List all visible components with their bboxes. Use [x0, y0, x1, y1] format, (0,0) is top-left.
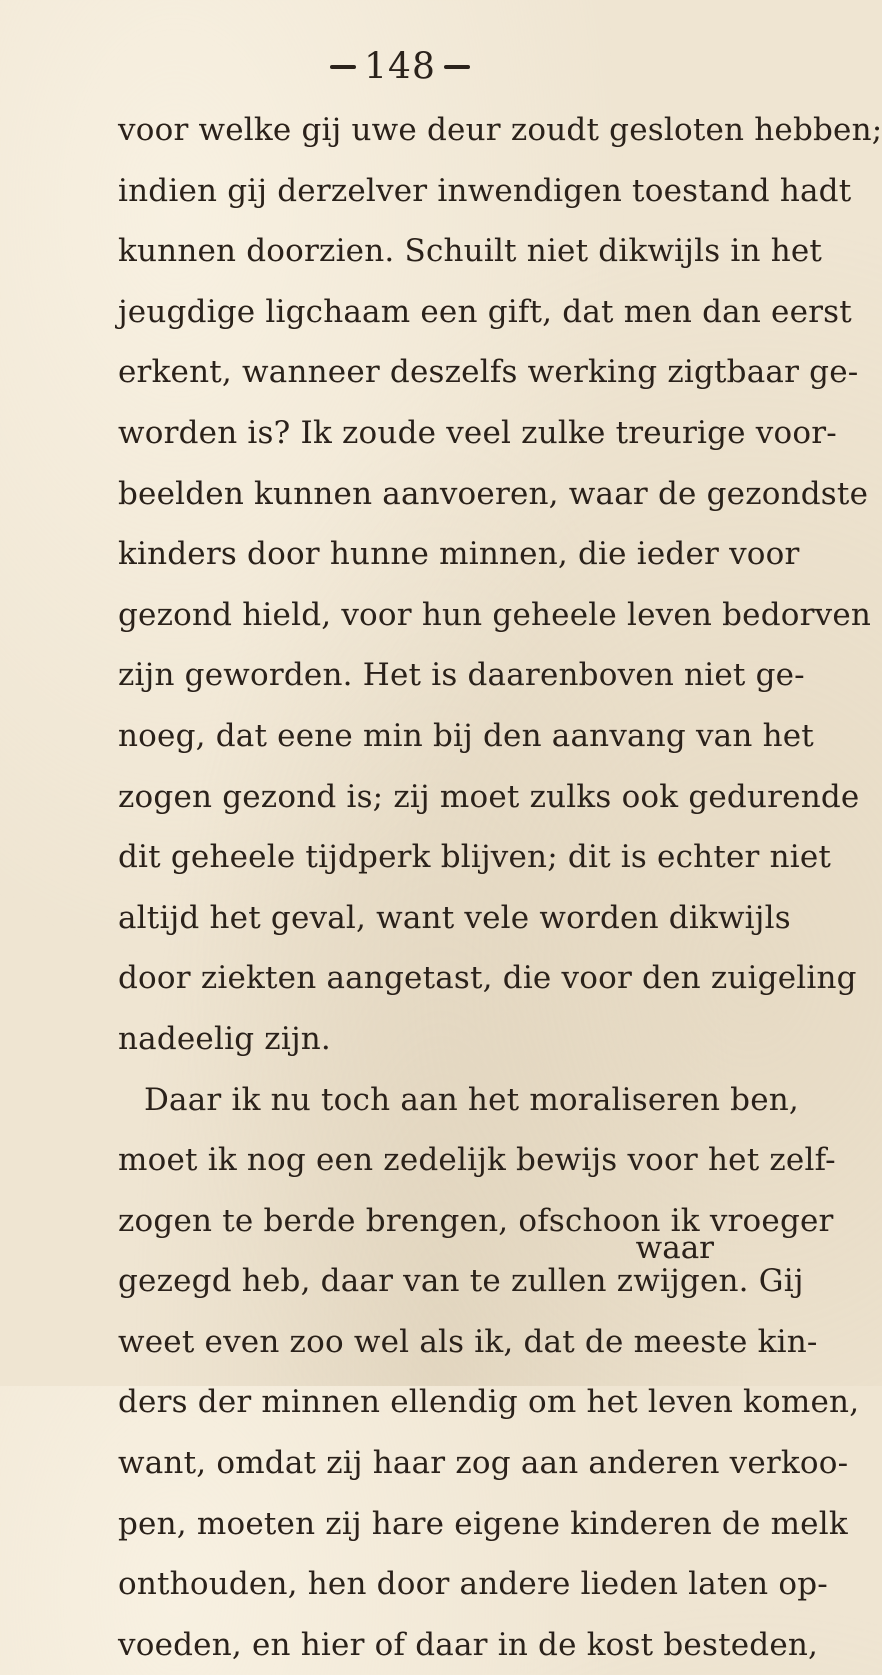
text-line: worden is? Ik zoude veel zulke treurige voor- — [118, 414, 837, 451]
page-header — [0, 44, 800, 88]
text-line: want, omdat zij haar zog aan anderen verkoo- — [118, 1445, 849, 1482]
text-line: altijd het geval, want vele worden dikwijls — [118, 899, 791, 936]
text-line: onthouden, hen door andere lieden laten op- — [118, 1566, 828, 1603]
page-number: 148 — [364, 46, 436, 88]
text-line: kinders door hunne minnen, die ieder voor — [118, 536, 800, 573]
text-line: erkent, wanneer deszelfs werking zigtbaar ge- — [118, 354, 859, 391]
paragraph-start-line: Daar ik nu toch aan het moraliseren ben, — [144, 1081, 799, 1118]
text-line: dit geheele tijdperk blijven; dit is echter niet — [118, 839, 832, 876]
text-line: door ziekten aangetast, die voor den zuigeling — [118, 960, 857, 997]
text-line: zijn geworden. Het is daarenboven niet ge- — [118, 657, 805, 694]
text-line: beelden kunnen aanvoeren, waar de gezondste — [118, 475, 869, 512]
text-line: ders der minnen ellendig om het leven komen, — [118, 1384, 860, 1421]
header-dash-left — [330, 65, 356, 69]
text-line: noeg, dat eene min bij den aanvang van het — [118, 717, 814, 754]
text-line: moet ik nog een zedelijk bewijs voor het zelf- — [118, 1142, 836, 1179]
text-line: gezegd heb, daar van te zullen zwijgen. Gij — [118, 1263, 804, 1300]
text-line: zogen te berde brengen, ofschoon ik vroeger — [118, 1202, 834, 1239]
text-line: voor welke gij uwe deur zoudt gesloten hebben; — [118, 112, 882, 148]
text-line: pen, moeten zij hare eigene kinderen de melk — [118, 1505, 848, 1542]
text-line: voeden, en hier of daar in de kost besteden, — [118, 1626, 819, 1663]
body-text — [118, 100, 882, 1675]
text-line: jeugdige ligchaam een gift, dat men dan eerst — [118, 293, 852, 330]
text-line: indien gij derzelver inwendigen toestand hadt — [118, 172, 852, 209]
catchword: waar — [635, 1230, 714, 1266]
text-line: kunnen doorzien. Schuilt niet dikwijls in het — [118, 233, 823, 270]
text-line: gezond hield, voor hun geheele leven bedorven — [118, 596, 872, 633]
text-line: zogen gezond is; zij moet zulks ook gedurende — [118, 778, 860, 815]
text-line: weet even zoo wel als ik, dat de meeste kin- — [118, 1323, 818, 1360]
header-dash-right — [444, 65, 470, 69]
paragraph-end-line: nadeelig zijn. — [118, 1020, 331, 1057]
